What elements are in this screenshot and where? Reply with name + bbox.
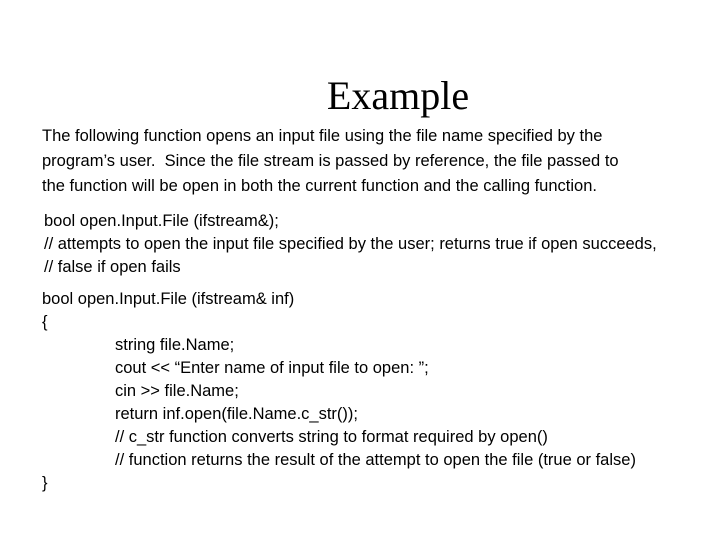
- code-comment: // function returns the result of the attempt to open the file (true or false): [115, 451, 636, 469]
- intro-paragraph: [42, 124, 702, 199]
- declaration-comment: // false if open fails: [44, 258, 181, 276]
- declaration-line: bool open.Input.File (ifstream&);: [44, 212, 279, 230]
- intro-line: the function will be open in both the current function and the calling function.: [42, 177, 597, 195]
- intro-line: program’s user. Since the file stream is passed by reference, the file passed to: [42, 152, 619, 170]
- function-signature: bool open.Input.File (ifstream& inf): [42, 290, 295, 308]
- function-declaration: [44, 210, 720, 279]
- code-line: cin >> file.Name;: [115, 382, 239, 400]
- code-line: return inf.open(file.Name.c_str());: [115, 405, 358, 423]
- function-definition: [42, 288, 712, 495]
- close-brace: }: [42, 474, 48, 492]
- declaration-comment: // attempts to open the input file specified by the user; returns true if open succeeds,: [44, 235, 657, 253]
- intro-line: The following function opens an input file using the file name specified by the: [42, 127, 603, 145]
- slide-title: Example: [326, 73, 470, 118]
- open-brace: {: [42, 313, 48, 331]
- code-comment: // c_str function converts string to format required by open(): [115, 428, 548, 446]
- code-line: cout << “Enter name of input file to open: ”;: [115, 359, 429, 377]
- code-line: string file.Name;: [115, 336, 235, 354]
